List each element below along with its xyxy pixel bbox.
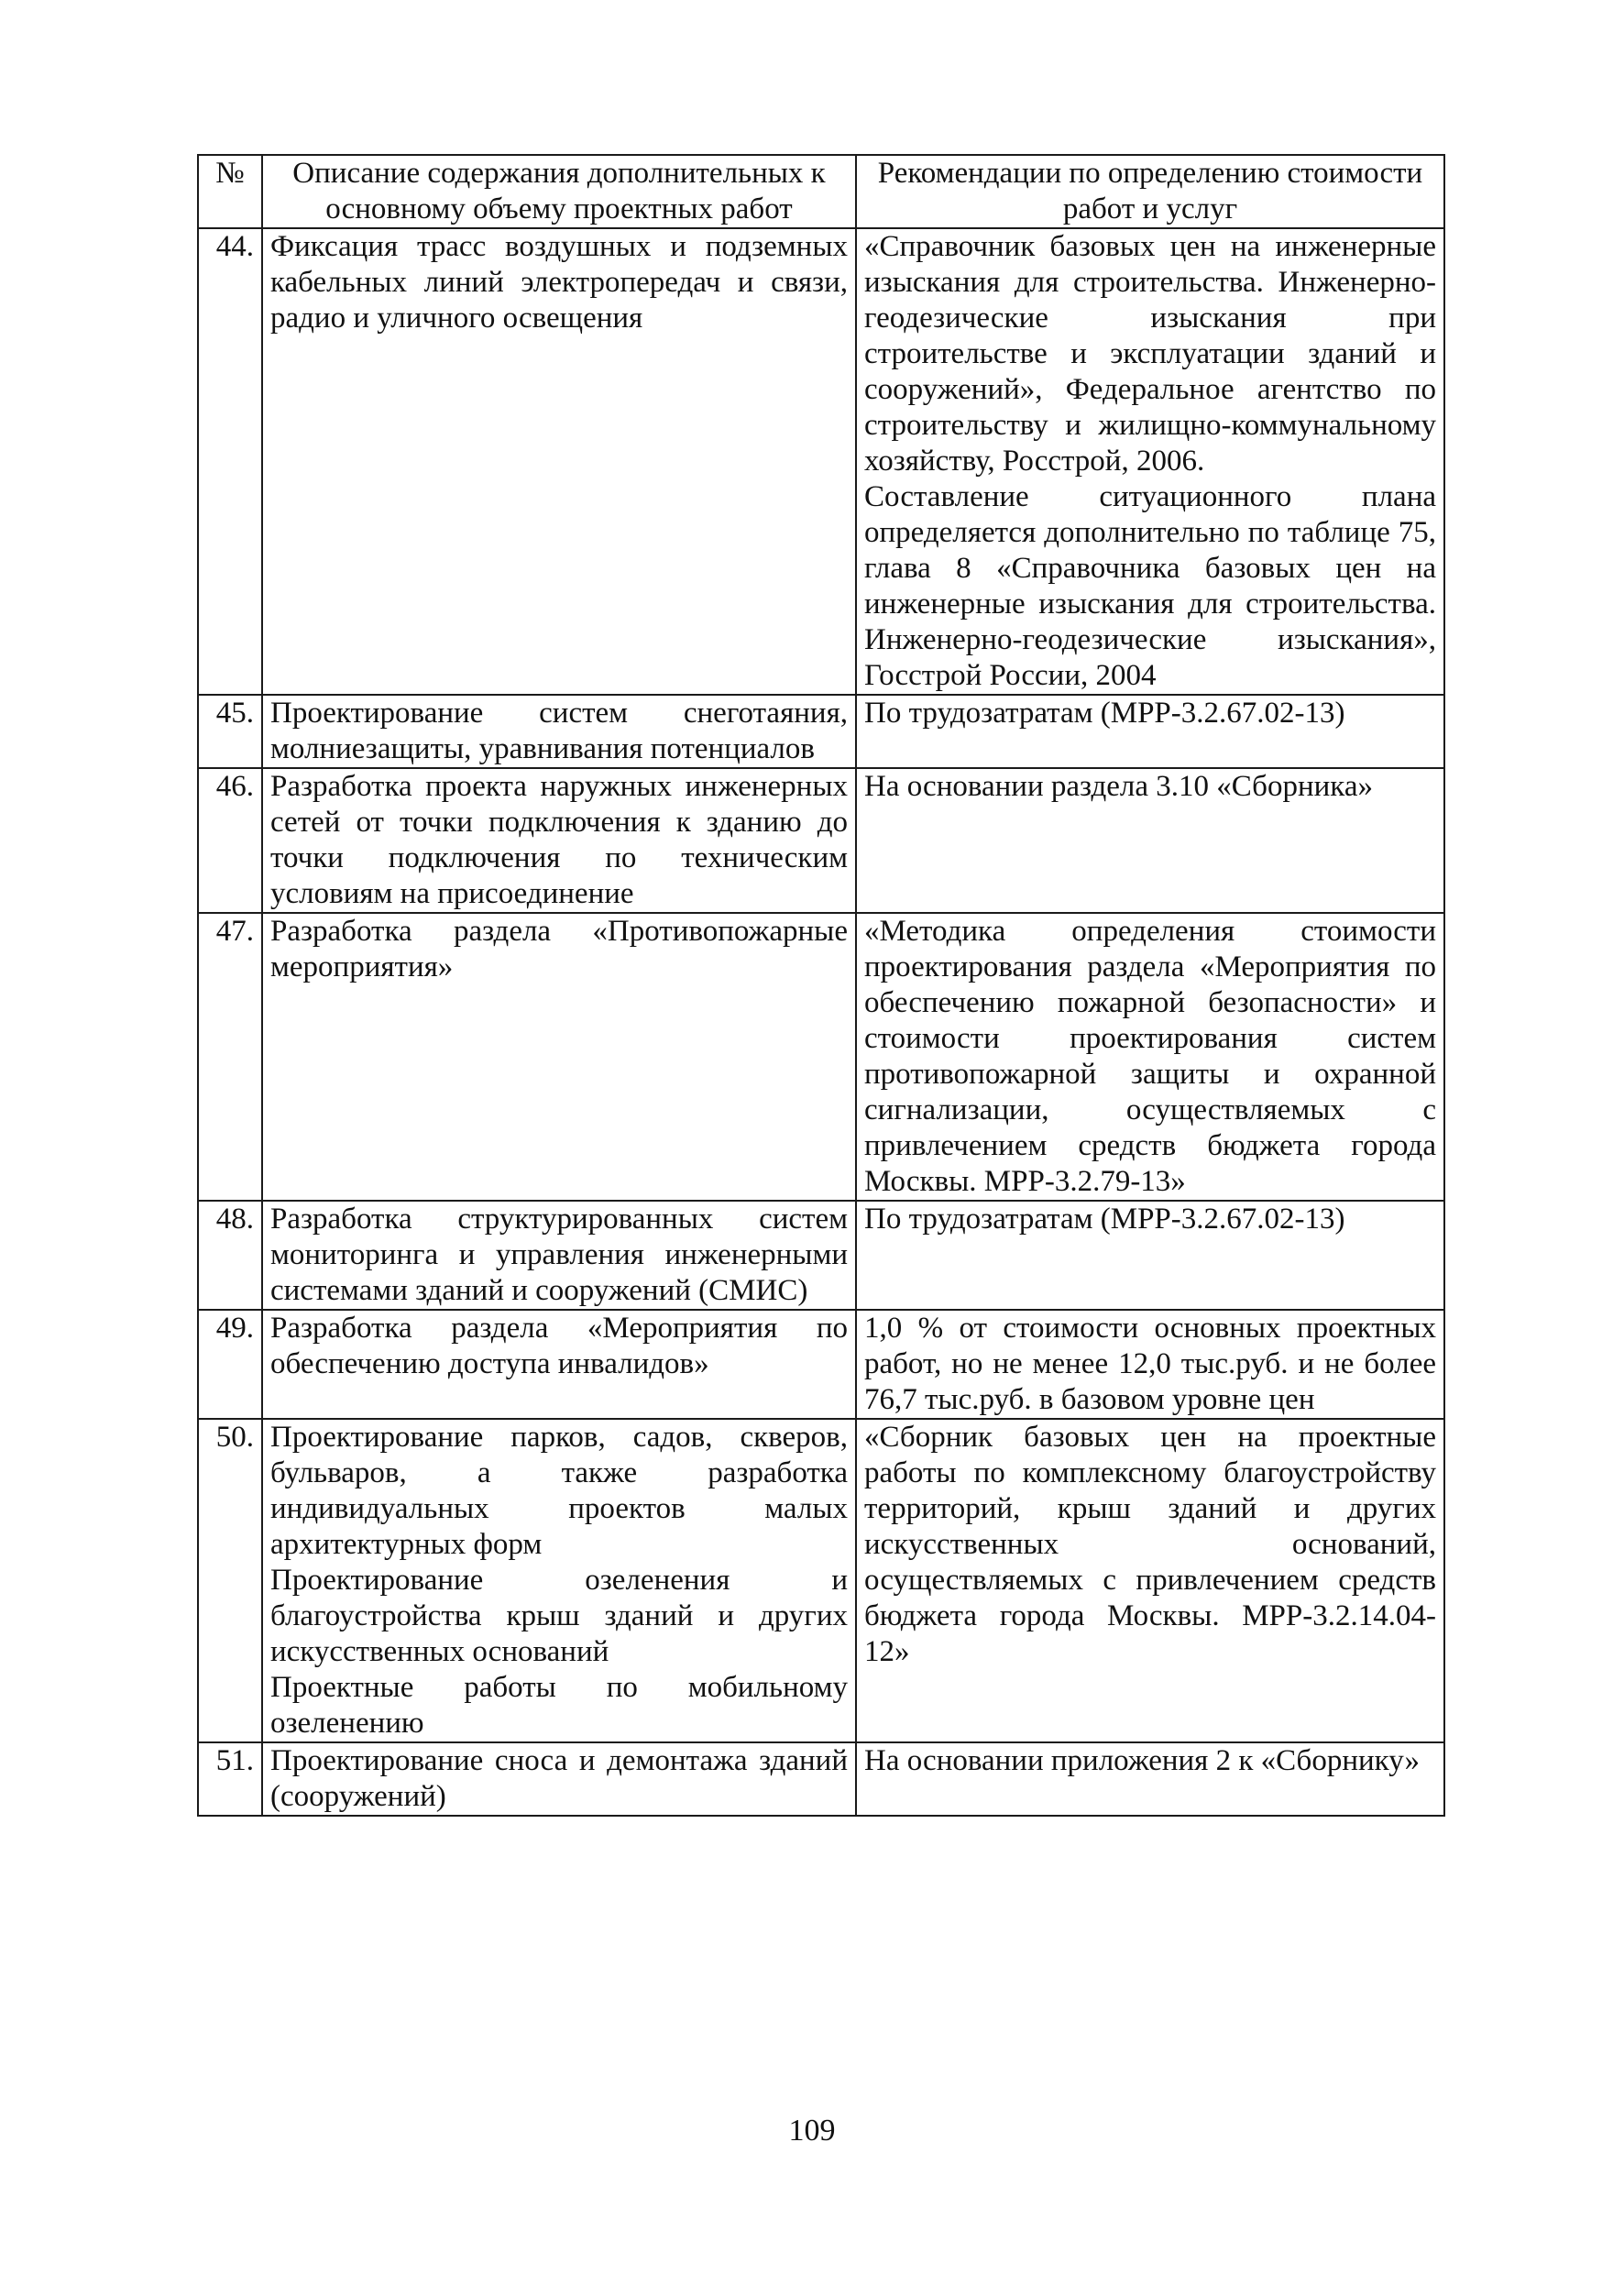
work-description-text: Проектирование парков, садов, скверов, бульваров, а также разработка индивидуальных проектов малых архитектурных форм (270, 1421, 848, 1561)
work-description-cell (262, 1742, 856, 1816)
work-description-cell (262, 1310, 856, 1419)
cost-recommendation-cell (856, 1742, 1444, 1816)
cost-recommendation-text: «Справочник базовых цен на инженерные изыскания для строительства. Инженерно-геодезические изыскания при строительстве и эксплуатации зданий и сооружений», Федеральное агентство по строительству и жилищно-коммунальному хозяйству, Росстрой, 2006. (864, 230, 1436, 478)
cost-recommendation-cell (856, 913, 1444, 1201)
work-description-text: Разработка раздела «Противопожарные мероприятия» (270, 915, 848, 983)
work-description-cell (262, 695, 856, 768)
page-number: 109 (788, 2114, 836, 2148)
cost-recommendation-cell (856, 1310, 1444, 1419)
table-row (198, 228, 1444, 695)
cost-recommendation-text: «Методика определения стоимости проектирования раздела «Мероприятия по обеспечению пожарной безопасности» и стоимости проектирования систем противопожарной защиты и охранной сигнализации, осуществляемых с привлечением средств бюджета города Москвы. МРР-3.2.79-13» (864, 915, 1436, 1198)
cost-recommendation-cell (856, 695, 1444, 768)
cost-recommendation-text: На основании раздела 3.10 «Сборника» (864, 770, 1373, 803)
work-description-cell (262, 1201, 856, 1310)
table-row (198, 695, 1444, 768)
table-row (198, 1310, 1444, 1419)
work-description-cell (262, 768, 856, 913)
work-description-text: Разработка раздела «Мероприятия по обеспечению доступа инвалидов» (270, 1312, 848, 1380)
row-number: 45. (198, 695, 262, 768)
row-number: 49. (198, 1310, 262, 1419)
row-number: 46. (198, 768, 262, 913)
cost-recommendation-text: На основании приложения 2 к «Сборнику» (864, 1744, 1421, 1777)
table-row (198, 1742, 1444, 1816)
table-row (198, 1201, 1444, 1310)
cost-recommendation-text: «Сборник базовых цен на проектные работы по комплексному благоустройству территорий, крыш зданий и других искусственных оснований, осуществляемых с привлечением средств бюджета города Москвы. МРР-3.2.14.04-12» (864, 1421, 1436, 1668)
table-row (198, 913, 1444, 1201)
work-description-text: Проектирование сноса и демонтажа зданий (сооружений) (270, 1744, 848, 1813)
cost-recommendation-cell (856, 1419, 1444, 1742)
table-row (198, 1419, 1444, 1742)
cost-recommendation-text: По трудозатратам (МРР-3.2.67.02-13) (864, 1203, 1345, 1236)
header-description: Описание содержания дополнительных к основному объему проектных работ (262, 155, 856, 228)
row-number: 47. (198, 913, 262, 1201)
works-table (197, 154, 1445, 1817)
cost-recommendation-text: 1,0 % от стоимости основных проектных работ, но не менее 12,0 тыс.руб. и не более 76,7 тыс.руб. в базовом уровне цен (864, 1312, 1436, 1416)
work-description-text: Разработка структурированных систем мониторинга и управления инженерными системами зданий и сооружений (СМИС) (270, 1203, 848, 1307)
row-number: 50. (198, 1419, 262, 1742)
cost-recommendation-cell (856, 1201, 1444, 1310)
header-recommendation: Рекомендации по определению стоимости работ и услуг (856, 155, 1444, 228)
work-description-cell (262, 228, 856, 695)
work-description-text: Фиксация трасс воздушных и подземных кабельных линий электропередач и связи, радио и уличного освещения (270, 230, 848, 335)
work-description-cell (262, 1419, 856, 1742)
work-description-text: Проектирование озеленения и благоустройства крыш зданий и других искусственных оснований (270, 1564, 848, 1668)
cost-recommendation-cell (856, 768, 1444, 913)
row-number: 44. (198, 228, 262, 695)
work-description-text: Проектирование систем снеготаяния, молниезащиты, уравнивания потенциалов (270, 697, 848, 765)
table-row (198, 768, 1444, 913)
table-body (198, 228, 1444, 1816)
row-number: 51. (198, 1742, 262, 1816)
header-number: № (198, 155, 262, 228)
table-header-row (198, 155, 1444, 228)
work-description-text: Проектные работы по мобильному озеленению (270, 1671, 848, 1740)
work-description-cell (262, 913, 856, 1201)
row-number: 48. (198, 1201, 262, 1310)
cost-recommendation-text: Составление ситуационного плана определяется дополнительно по таблице 75, глава 8 «Справочника базовых цен на инженерные изыскания для строительства. Инженерно-геодезические изыскания», Госстрой России, 2004 (864, 480, 1436, 692)
cost-recommendation-text: По трудозатратам (МРР-3.2.67.02-13) (864, 697, 1345, 730)
cost-recommendation-cell (856, 228, 1444, 695)
work-description-text: Разработка проекта наружных инженерных сетей от точки подключения к зданию до точки подключения по техническим условиям на присоединение (270, 770, 848, 910)
